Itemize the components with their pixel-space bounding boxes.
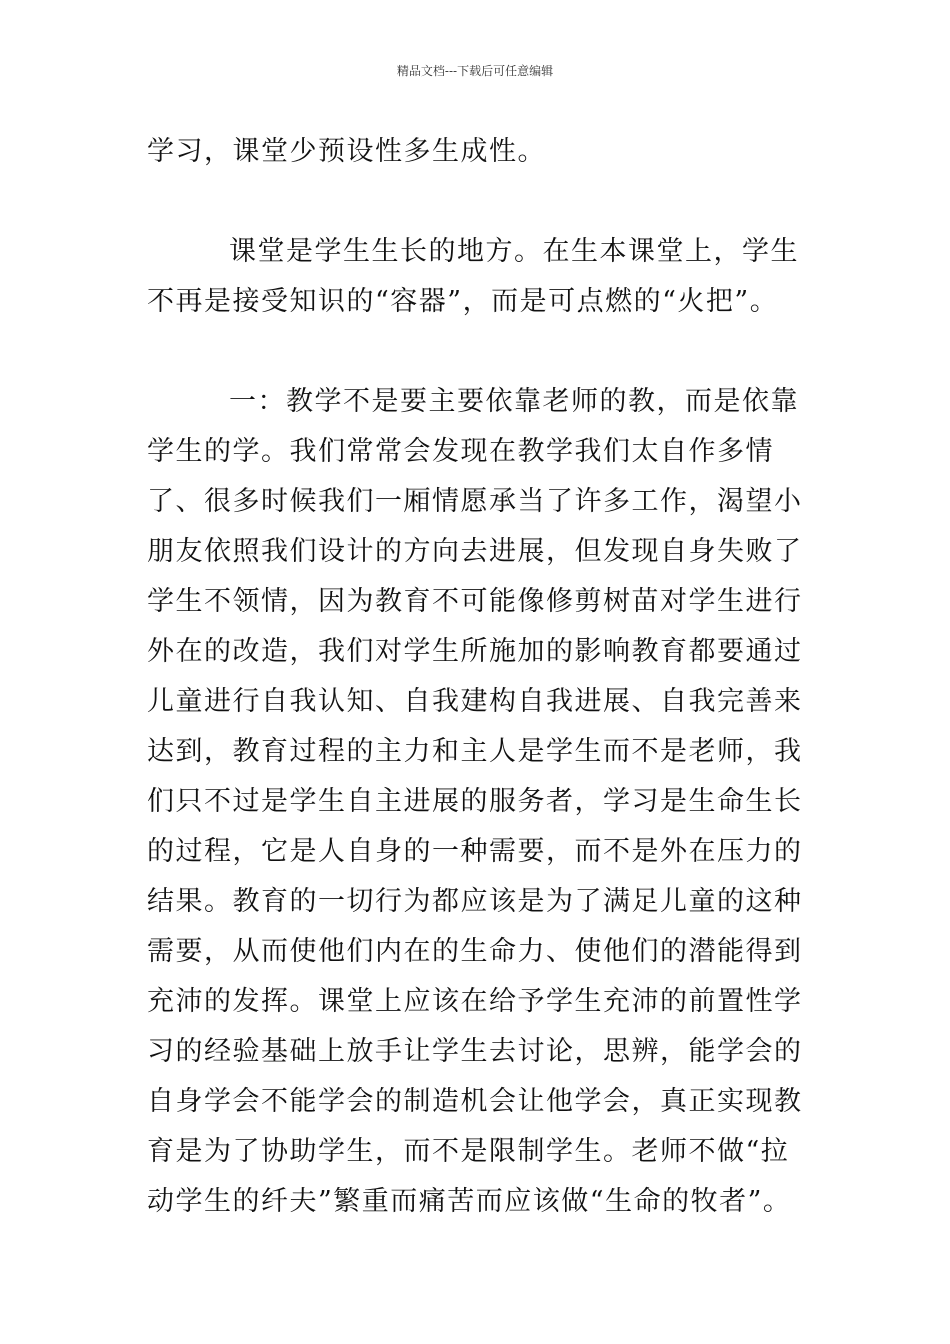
paragraph-continuation: 学习，课堂少预设性多生成性。 (147, 136, 546, 167)
page-header: 精品文档---下载后可任意编辑 (396, 64, 554, 78)
paragraph-point-one: 一：教学不是要主要依靠老师的教，而是依靠学生的学。我们常常会发现在教学我们太自作多情了、很多时候我们一厢情愿承当了许多工作，渴望小朋友依照我们设计的方向去进展，但发现自身失败了学生不领情，因为教育不可能像修剪树苗对学生进行外在的改造，我们对学生所施加的影响教育都要通过儿童进行自我认知、自我建构自我进展、自我完善来达到，教育过程的主力和主人是学生而不是老师，我们只不过是学生自主进展的服务者，学习是生命生长的过程，它是人自身的一种需要，而不是外在压力的结果。教育的一切行为都应该是为了满足儿童的这种需要，从而使他们内在的生命力、使他们的潜能得到充沛的发挥。课堂上应该在给予学生充沛的前置性学习的经验基础上放手让学生去讨论，思辨，能学会的自身学会不能学会的制造机会让他学会，真正实现教育是为了协助学生，而不是限制学生。老师不做“拉动学生的纤夫”繁重而痛苦而应该做“生命的牧者”。 (147, 386, 803, 1217)
paragraph-classroom: 课堂是学生生长的地方。在生本课堂上，学生不再是接受知识的“容器”，而是可点燃的“火把”。 (147, 236, 799, 317)
document-body (147, 127, 807, 1227)
